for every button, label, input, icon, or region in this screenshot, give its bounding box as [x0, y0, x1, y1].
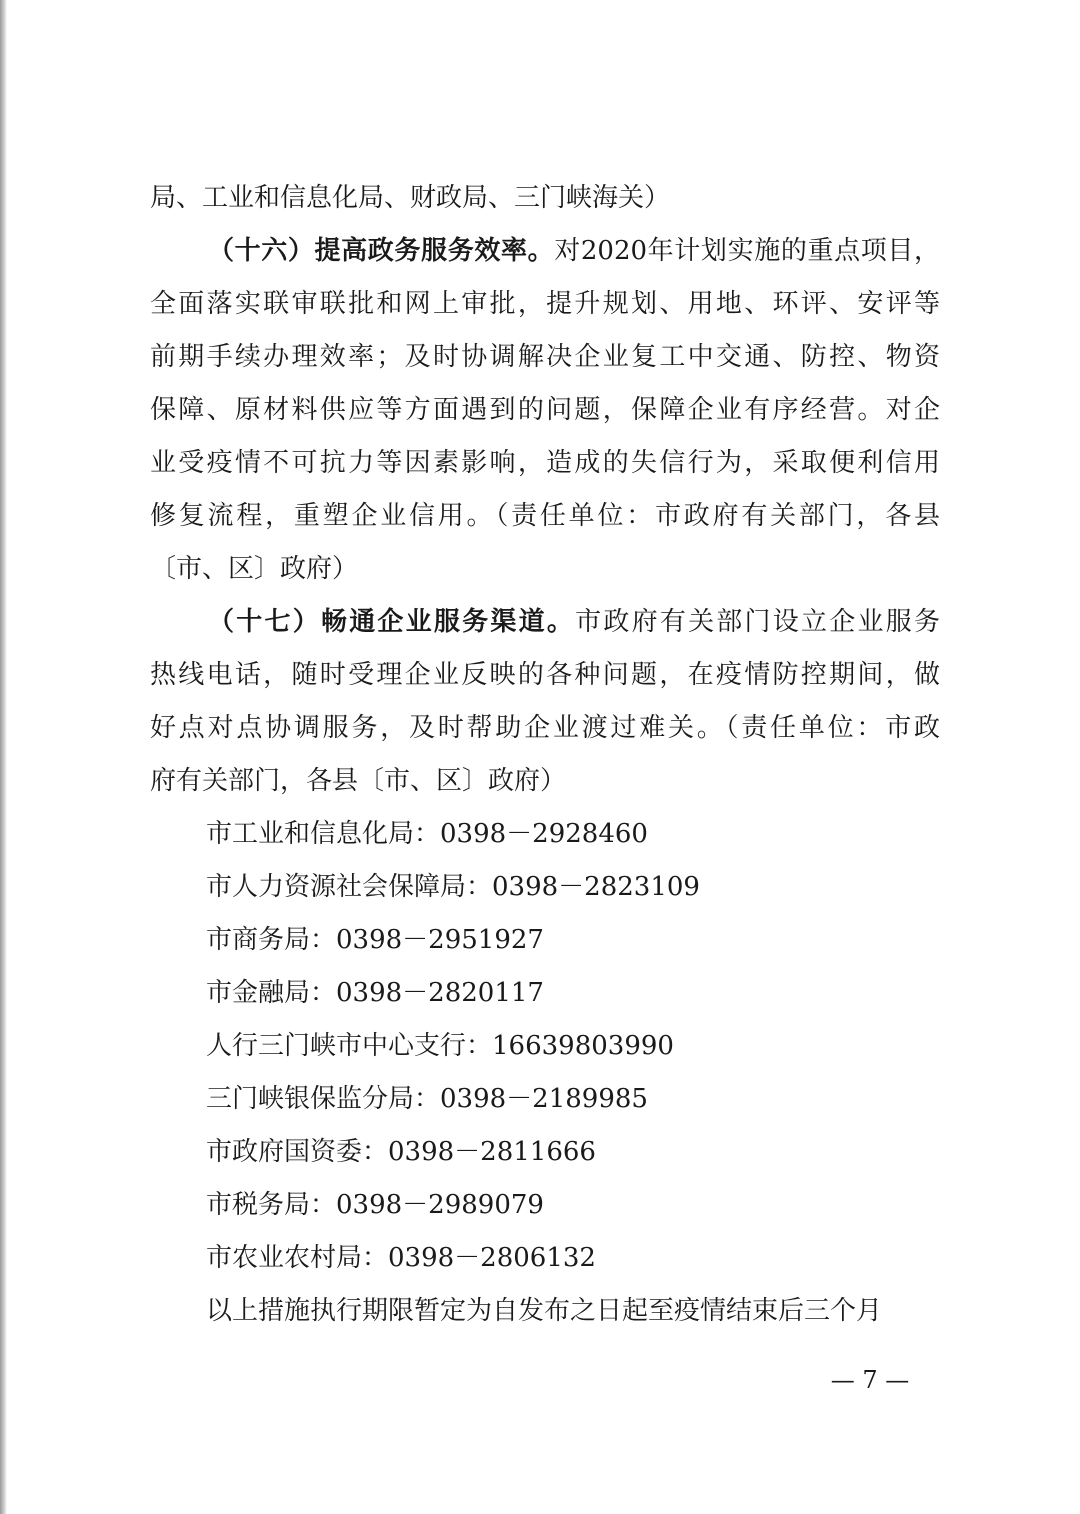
text-line: 府有关部门，各县〔市、区〕政府） [150, 766, 567, 796]
contact-line: 市工业和信息化局：0398－2928460 [206, 819, 648, 849]
page-edge-shadow [0, 0, 7, 1514]
text-line: 局、工业和信息化局、财政局、三门峡海关） [150, 183, 671, 213]
section-16-heading: （十六）提高政务服务效率。 [208, 236, 555, 266]
contact-line: 市政府国资委：0398－2811666 [206, 1137, 596, 1167]
document-body [150, 172, 940, 1338]
contact-line: 三门峡银保监分局：0398－2189985 [206, 1084, 648, 1114]
section-16-text: 对2020年计划实施的重点项目， [554, 236, 940, 266]
contact-line: 市商务局：0398－2951927 [206, 925, 544, 955]
section-16-first-line [150, 225, 940, 278]
contact-line: 市人力资源社会保障局：0398－2823109 [206, 872, 700, 902]
text-line: 保障、原材料供应等方面遇到的问题，保障企业有序经营。对企 [150, 395, 940, 425]
closing-line: 以上措施执行期限暂定为自发布之日起至疫情结束后三个月 [206, 1296, 883, 1326]
contact-line: 人行三门峡市中心支行：16639803990 [206, 1031, 674, 1061]
text-line: 好点对点协调服务，及时帮助企业渡过难关。（责任单位：市政 [150, 713, 940, 743]
text-line: 前期手续办理效率；及时协调解决企业复工中交通、防控、物资 [150, 342, 940, 372]
text-line: 业受疫情不可抗力等因素影响，造成的失信行为，采取便利信用 [150, 448, 940, 478]
section-17-text: 市政府有关部门设立企业服务 [575, 607, 940, 637]
section-17-heading: （十七）畅通企业服务渠道。 [208, 607, 576, 637]
text-line: 全面落实联审联批和网上审批，提升规划、用地、环评、安评等 [150, 289, 940, 319]
text-line: 〔市、区〕政府） [150, 554, 359, 584]
text-line: 热线电话，随时受理企业反映的各种问题，在疫情防控期间，做 [150, 660, 940, 690]
contact-line: 市金融局：0398－2820117 [206, 978, 544, 1008]
contact-line: 市农业农村局：0398－2806132 [206, 1243, 596, 1273]
contact-line: 市税务局：0398－2989079 [206, 1190, 544, 1220]
page-number: — 7 — [830, 1366, 910, 1394]
section-17-first-line [150, 596, 940, 649]
text-line: 修复流程，重塑企业信用。（责任单位：市政府有关部门，各县 [150, 501, 940, 531]
